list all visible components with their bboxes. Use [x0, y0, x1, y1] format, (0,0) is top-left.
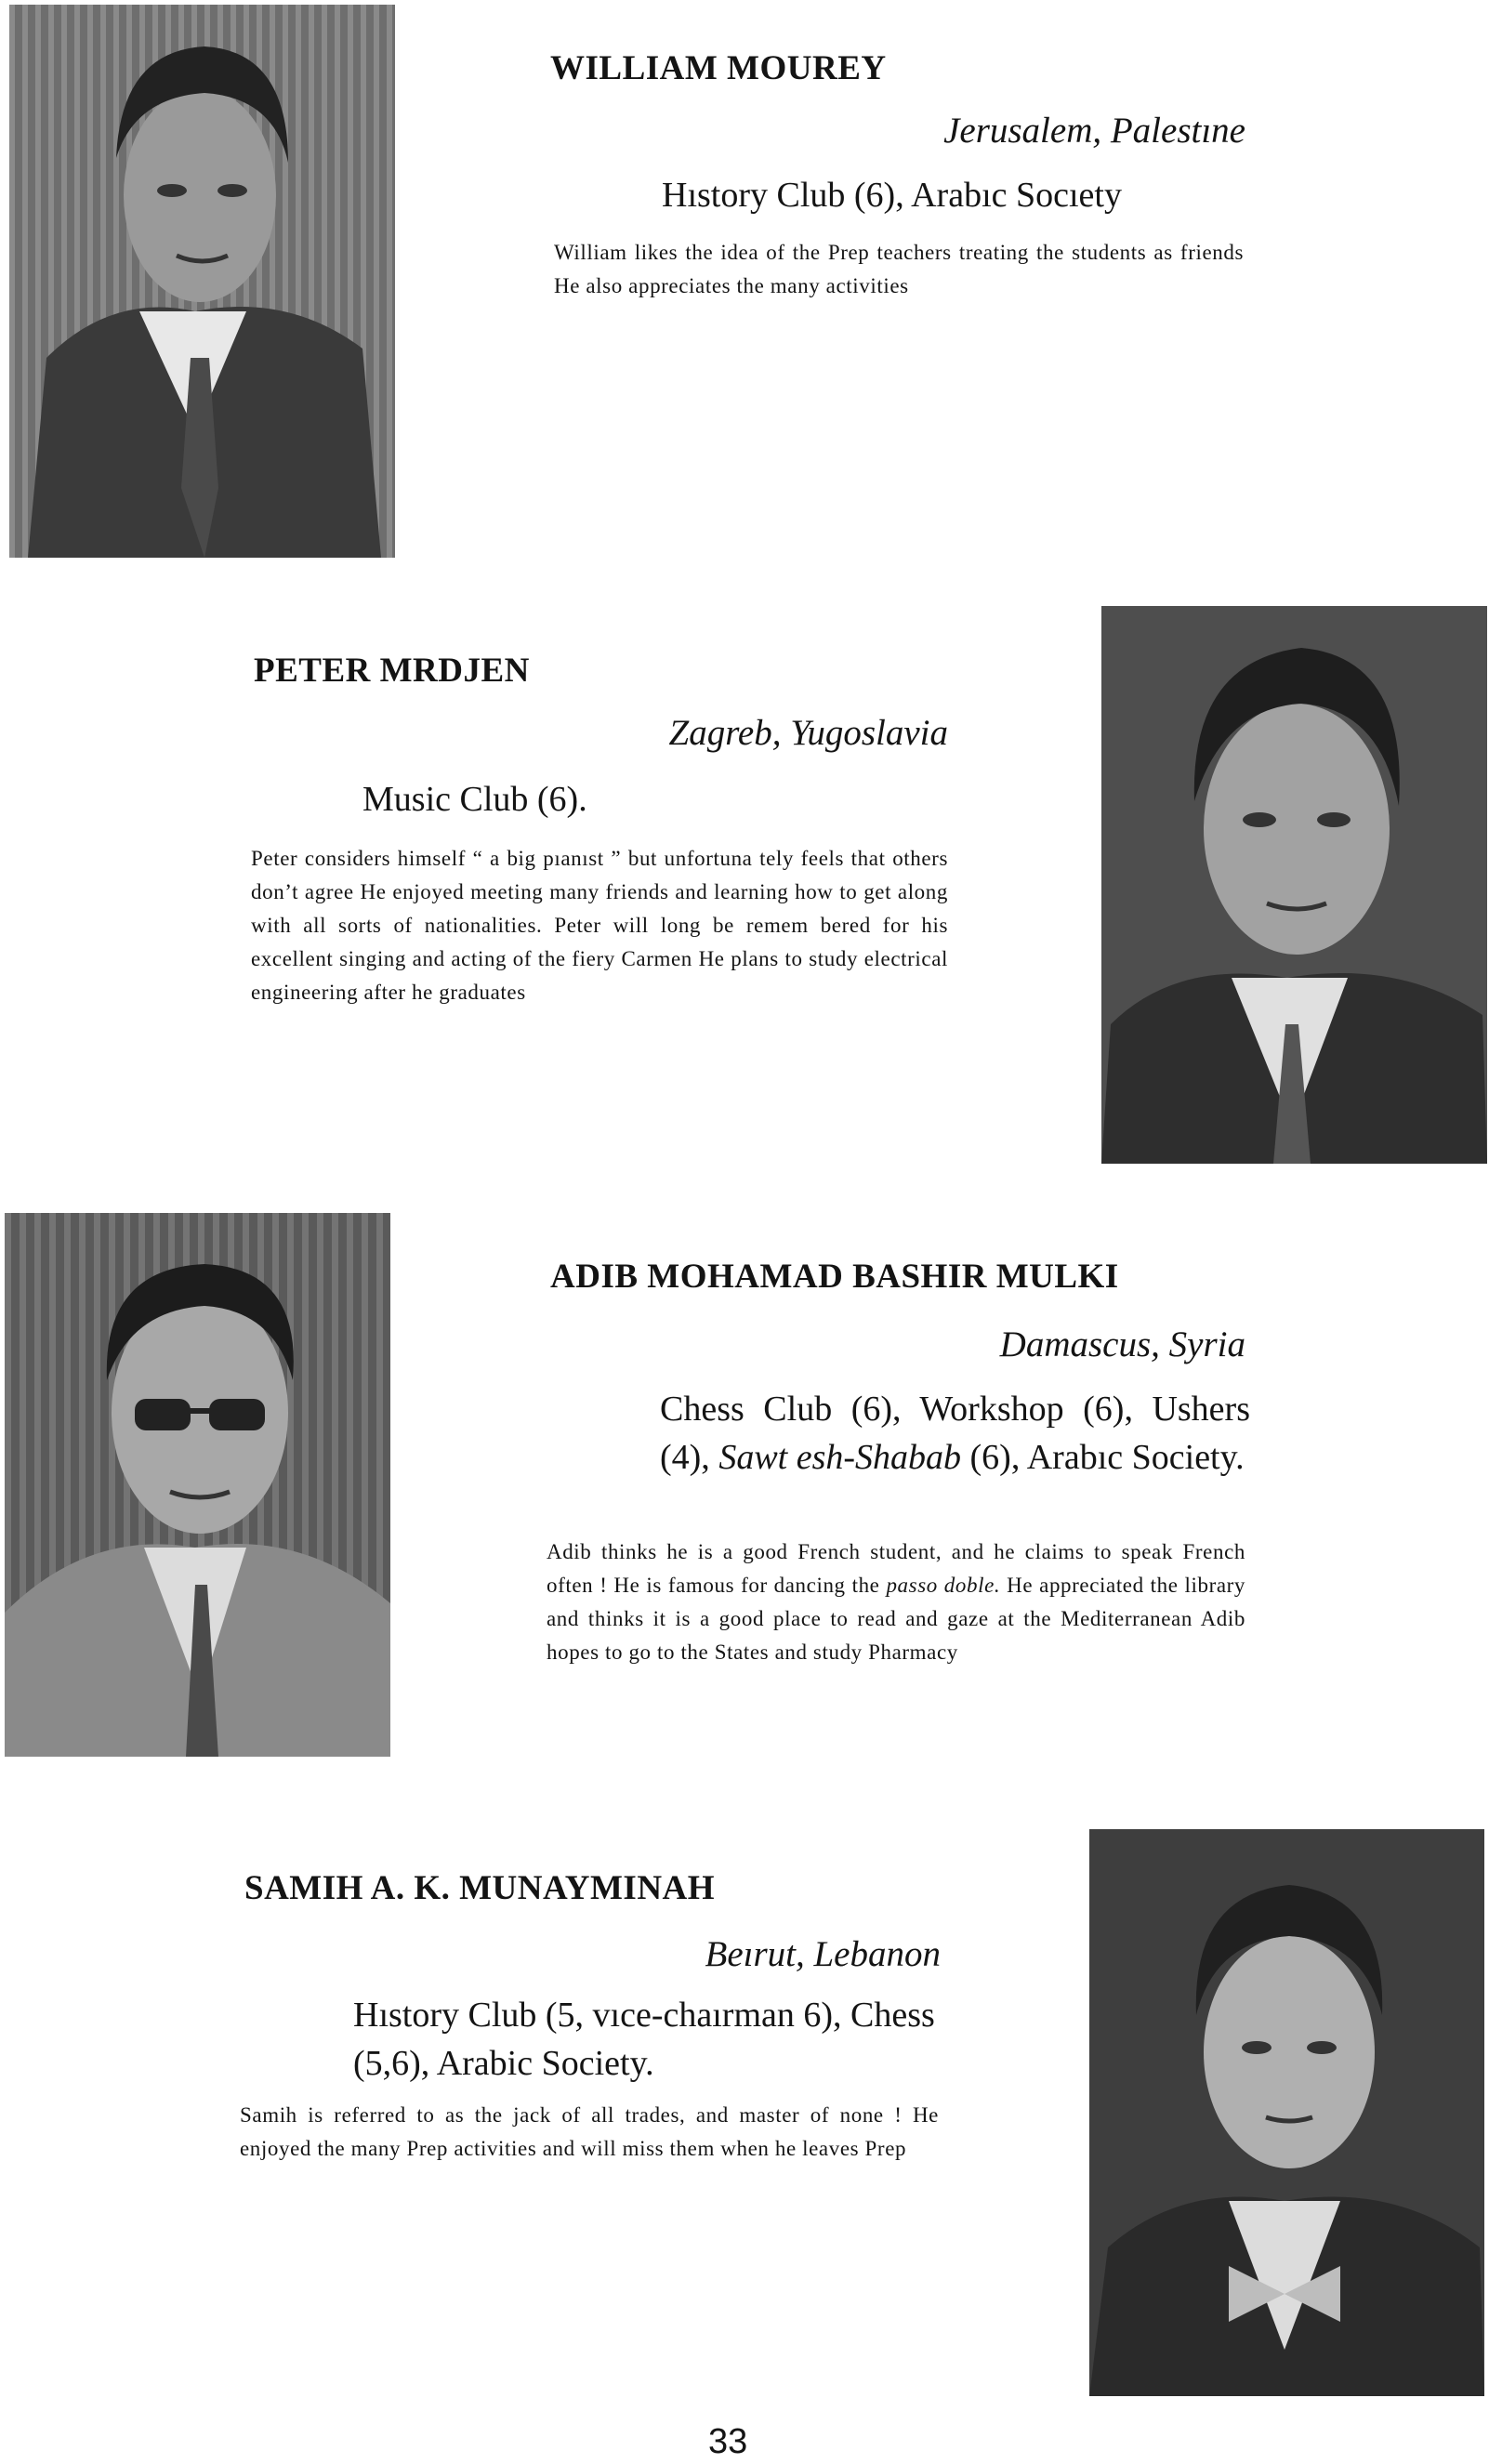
- biography-part: He appreciated the library and thinks it is a good place to read and gaze at the Mediterranean Adib hopes to go to the States and study Pharmacy: [547, 1574, 1246, 1664]
- portrait-samih-munayminah: [1089, 1829, 1484, 2396]
- activities-part: (6), Arabıc Society.: [961, 1438, 1245, 1477]
- biography: [547, 1535, 1245, 1669]
- page-number: 33: [708, 2422, 748, 2461]
- biography: Peter considers himself “ a big pıanıst ” but unfortuna tely feels that others don’t agree He enjoyed meeting many friends and learning how to get along with all sorts of nationalities. Peter will long be remem bered for his excellent singing and acting of the fiery Carmen He plans to study electrical engineering after he graduates: [251, 847, 948, 1004]
- hometown: Damascus, Syria: [999, 1324, 1245, 1364]
- biography-part: Adib thinks he is a good French student, and he claims to speak French often ! He is famous for dancing the: [547, 1540, 1245, 1597]
- hometown: Beırut, Lebanon: [705, 1934, 941, 1974]
- portrait-adib-mulki: [5, 1213, 390, 1757]
- biography: Samih is referred to as the jack of all trades, and master of none ! He enjoyed the many Prep activities and will miss them when he leaves Prep: [240, 2103, 939, 2160]
- activities: Hıstory Club (6), Arabıc Socıety: [662, 176, 1122, 215]
- hometown: Jerusalem, Palestıne: [943, 111, 1245, 151]
- activities: Music Club (6).: [362, 780, 587, 819]
- hometown: Zagreb, Yugoslavia: [668, 713, 948, 753]
- student-name: SAMIH A. K. MUNAYMINAH: [244, 1869, 716, 1907]
- student-name: WILLIAM MOUREY: [550, 49, 887, 87]
- portrait-william-mourey: [9, 5, 395, 558]
- biography: William likes the idea of the Prep teachers treating the students as friends He also appreciates the many activities: [554, 241, 1244, 297]
- activities: [660, 1385, 1250, 1482]
- activities: Hıstory Club (5, vıce-chaırman 6), Chess (5,6), Arabic Society.: [353, 1996, 935, 2083]
- biography-italic: passo doble.: [886, 1574, 1001, 1597]
- activities-part: Chess Club (6), Workshop (6), Ushers (4),: [660, 1390, 1250, 1477]
- activities-italic: Sawt esh-Shabab: [718, 1438, 962, 1477]
- student-name: PETER MRDJEN: [254, 652, 530, 690]
- student-name: ADIB MOHAMAD BASHIR MULKI: [550, 1258, 1119, 1296]
- portrait-peter-mrdjen: [1101, 606, 1487, 1164]
